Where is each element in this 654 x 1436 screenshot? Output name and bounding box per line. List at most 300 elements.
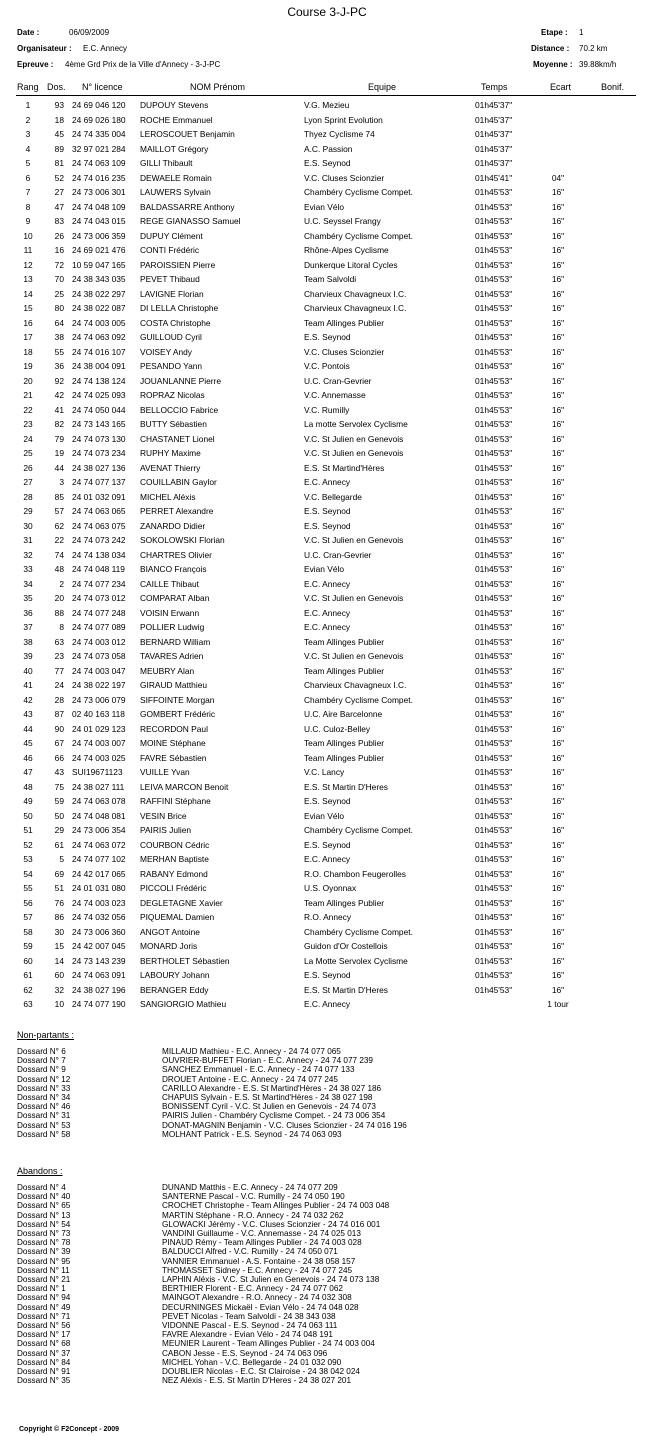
dossard-label: Dossard N° 37	[17, 1348, 71, 1358]
cell-rang: 20	[23, 375, 33, 386]
cell-ecart: 16"	[551, 694, 565, 705]
cell-ecart: 16"	[551, 520, 565, 531]
dossard-label: Dossard N° 34	[17, 1093, 71, 1102]
cell-dos: 62	[54, 520, 64, 531]
cell-rang: 48	[23, 781, 33, 792]
cell-lic: 24 38 022 297	[72, 288, 126, 299]
cell-nom: PEVET Thibaud	[140, 274, 200, 284]
list-item	[0, 1330, 654, 1339]
cell-eq: Team Allinges Publier	[304, 665, 385, 676]
cell-ecart: 16"	[551, 897, 565, 908]
cell-ecart: 16"	[551, 941, 565, 951]
cell-lic: 24 38 027 136	[72, 462, 126, 473]
cell-eq: Chambéry Cyclisme Compet.	[304, 926, 413, 937]
rider-details: DONAT-MAGNIN Benjamin - V.C. Cluses Scionzier - 24 74 016 196	[162, 1120, 407, 1130]
dossard-label: Dossard N° 6	[17, 1047, 66, 1056]
list-item	[0, 1102, 654, 1111]
cell-eq: Guidon d'Or Costellois	[304, 941, 388, 951]
cell-eq: Team Allinges Publier	[304, 752, 385, 763]
table-row	[0, 274, 654, 289]
cell-eq: Team Allinges Publier	[304, 636, 385, 647]
cell-dos: 90	[54, 723, 64, 734]
cell-rang: 10	[23, 230, 33, 241]
cell-tps: 01h45'53"	[475, 477, 513, 487]
cell-eq: Chambéry Cyclisme Compet.	[304, 187, 413, 197]
cell-tps: 01h45'53"	[475, 607, 513, 618]
cell-nom: POLLIER Ludwig	[140, 622, 205, 632]
cell-rang: 61	[23, 970, 33, 980]
table-row	[0, 724, 654, 739]
cell-rang: 41	[23, 680, 33, 690]
cell-lic: 24 74 077 102	[72, 854, 126, 864]
table-row	[0, 173, 654, 188]
dossard-label: Dossard N° 11	[17, 1265, 70, 1275]
cell-eq: Thyez Cyclisme 74	[304, 129, 375, 139]
cell-ecart: 16"	[551, 216, 565, 226]
cell-lic: 24 73 006 079	[72, 694, 126, 705]
table-row	[0, 999, 654, 1014]
cell-eq: V.C. St Julien en Genevois	[304, 433, 404, 444]
table-row	[0, 463, 654, 478]
cell-nom: VUILLE Yvan	[140, 767, 190, 777]
cell-rang: 51	[23, 825, 33, 835]
cell-dos: 66	[54, 752, 64, 763]
cell-nom: SIFFOINTE Morgan	[140, 694, 215, 705]
table-row	[0, 912, 654, 927]
rider-details: DROUET Antoine - E.C. Annecy - 24 74 077 245	[162, 1074, 338, 1084]
list-item	[0, 1065, 654, 1074]
cell-lic: 24 73 006 301	[72, 187, 126, 197]
rider-details: MAINGOT Alexandre - R.O. Annecy - 24 74 032 308	[162, 1293, 352, 1303]
cell-tps: 01h45'53"	[475, 201, 513, 212]
rider-details: MILLAUD Mathieu - E.C. Annecy - 24 74 077 065	[162, 1047, 341, 1056]
cell-lic: 24 74 063 078	[72, 796, 126, 806]
cell-nom: RABANY Edmond	[140, 868, 208, 879]
rider-details: VANNIER Emmanuel - A.S. Fontaine - 24 38 058 157	[162, 1256, 356, 1266]
cell-lic: 24 74 073 130	[72, 433, 126, 444]
cell-rang: 50	[23, 810, 33, 821]
cell-eq: La Motte Servolex Cyclisme	[304, 955, 408, 966]
cell-rang: 8	[25, 201, 31, 212]
moyenne-label: Moyenne :	[533, 60, 573, 69]
rider-details: BERTHIER Florent - E.C. Annecy - 24 74 077 062	[162, 1284, 343, 1294]
cell-dos: 48	[54, 564, 64, 574]
dossard-label: Dossard N° 68	[17, 1339, 71, 1349]
cell-eq: E.S. St Martin D'Heres	[304, 781, 388, 792]
cell-tps: 01h45'53"	[475, 332, 513, 342]
rider-details: THOMASSET Sidney - E.C. Annecy - 24 74 077 245	[162, 1265, 353, 1275]
cell-lic: 24 74 077 190	[72, 999, 126, 1009]
cell-ecart: 16"	[551, 303, 565, 313]
cell-lic: 10 59 047 165	[72, 259, 126, 270]
rider-details: LAPHIN Aléxis - V.C. St Julien en Genevois - 24 74 073 138	[162, 1275, 380, 1284]
cell-rang: 11	[23, 245, 33, 255]
cell-rang: 38	[23, 636, 33, 647]
cell-lic: 24 01 031 080	[72, 883, 126, 893]
cell-ecart: 04"	[551, 172, 565, 183]
cell-rang: 49	[23, 796, 33, 806]
cell-rang: 25	[23, 448, 33, 458]
cell-dos: 41	[54, 404, 64, 415]
cell-rang: 57	[23, 912, 33, 922]
cell-tps: 01h45'53"	[475, 317, 513, 328]
cell-rang: 7	[25, 187, 31, 197]
cell-rang: 33	[23, 564, 33, 574]
list-item	[0, 1339, 654, 1348]
cell-tps: 01h45'53"	[475, 781, 513, 792]
cell-tps: 01h45'53"	[475, 520, 513, 531]
list-item	[0, 1312, 654, 1321]
cell-rang: 60	[23, 955, 33, 966]
cell-tps: 01h45'53"	[475, 694, 513, 705]
table-row	[0, 593, 654, 608]
cell-lic: 24 74 016 235	[72, 172, 126, 183]
cell-eq: V.C. St Julien en Genevois	[304, 651, 404, 661]
cell-nom: LAVIGNE Florian	[140, 288, 204, 299]
table-row	[0, 245, 654, 260]
cell-rang: 13	[23, 274, 33, 284]
cell-eq: Team Salvoldi	[304, 274, 357, 284]
cell-rang: 12	[23, 259, 33, 270]
cell-nom: PIQUEMAL Damien	[140, 912, 215, 922]
cell-lic: 24 74 063 109	[72, 158, 126, 168]
cell-rang: 2	[25, 114, 31, 125]
cell-lic: 24 74 077 248	[72, 607, 126, 618]
cell-dos: 8	[59, 622, 64, 632]
cell-rang: 14	[23, 288, 33, 299]
table-row	[0, 941, 654, 956]
page-title: Course 3-J-PC	[287, 5, 367, 19]
cell-lic: 24 74 077 089	[72, 622, 126, 632]
dossard-label: Dossard N° 54	[17, 1219, 71, 1229]
table-row	[0, 840, 654, 855]
epreuve-line	[17, 60, 221, 69]
cell-lic: 24 74 048 119	[72, 564, 125, 574]
cell-dos: 30	[54, 926, 64, 937]
cell-tps: 01h45'53"	[475, 752, 513, 763]
cell-tps: 01h45'53"	[475, 926, 513, 937]
dossard-label: Dossard N° 1	[17, 1284, 66, 1294]
rider-details: NEZ Aléxis - E.S. St Martin D'Heres - 24 38 027 201	[162, 1376, 352, 1386]
list-item	[0, 1075, 654, 1084]
cell-ecart: 16"	[551, 636, 565, 647]
cell-ecart: 16"	[551, 709, 565, 719]
cell-ecart: 16"	[551, 767, 565, 777]
dossard-label: Dossard N° 7	[17, 1056, 66, 1066]
cell-lic: 24 74 335 004	[72, 129, 126, 139]
cell-tps: 01h45'53"	[475, 738, 513, 748]
cell-nom: BERNARD William	[140, 636, 211, 647]
cell-rang: 59	[23, 941, 33, 951]
cell-nom: MONARD Joris	[140, 941, 198, 951]
table-row	[0, 289, 654, 304]
cell-nom: CHARTRES Olivier	[140, 549, 212, 560]
col-header-temps: Temps	[481, 82, 508, 92]
cell-lic: 24 42 017 065	[72, 868, 126, 879]
cell-nom: COUILLABIN Gaylor	[140, 477, 217, 487]
cell-tps: 01h45'53"	[475, 245, 513, 255]
cell-lic: 24 74 003 012	[72, 636, 126, 647]
cell-tps: 01h45'53"	[475, 709, 513, 719]
cell-lic: 24 01 032 091	[72, 491, 126, 502]
cell-nom: PAIRIS Julien	[140, 825, 192, 835]
rider-details: OUVRIER-BUFFET Florian - E.C. Annecy - 24 74 077 239	[162, 1056, 373, 1066]
cell-dos: 76	[54, 897, 64, 908]
cell-tps: 01h45'53"	[475, 796, 513, 806]
cell-rang: 26	[23, 462, 33, 473]
cell-rang: 52	[23, 839, 33, 850]
rider-details: MOLHANT Patrick - E.S. Seynod - 24 74 063 093	[162, 1129, 342, 1139]
cell-lic: 24 74 073 242	[72, 535, 126, 545]
cell-nom: DUPUY Clément	[140, 230, 203, 241]
cell-nom: BIANCO François	[140, 564, 207, 574]
cell-dos: 2	[59, 578, 64, 589]
cell-tps: 01h45'53"	[475, 346, 513, 357]
cell-dos: 67	[54, 738, 64, 748]
cell-ecart: 16"	[551, 477, 565, 487]
cell-ecart: 16"	[551, 825, 565, 835]
list-item	[0, 1183, 654, 1192]
cell-nom: MEUBRY Alan	[140, 665, 195, 676]
col-header-ecart: Ecart	[550, 82, 572, 92]
cell-ecart: 16"	[551, 187, 565, 197]
table-row	[0, 695, 654, 710]
dossard-label: Dossard N° 17	[17, 1330, 71, 1340]
cell-nom: RAFFINI Stéphane	[140, 796, 211, 806]
list-item	[0, 1238, 654, 1247]
cell-eq: Chambéry Cyclisme Compet.	[304, 825, 413, 835]
cell-nom: BALDASSARRE Anthony	[140, 201, 235, 212]
cell-rang: 19	[23, 361, 33, 371]
cell-nom: COURBON Cédric	[140, 839, 210, 850]
distance-value: 70.2 km	[579, 44, 608, 53]
cell-rang: 9	[25, 216, 31, 226]
cell-eq: E.S. Seynod	[304, 839, 351, 850]
cell-lic: 24 73 143 239	[72, 955, 126, 966]
list-item	[0, 1121, 654, 1130]
cell-nom: MICHEL Aléxis	[140, 491, 196, 502]
cell-eq: E.C. Annecy	[304, 622, 351, 632]
table-row	[0, 448, 654, 463]
cell-lic: 24 73 006 360	[72, 926, 126, 937]
cell-rang: 53	[23, 854, 33, 864]
cell-ecart: 16"	[551, 810, 565, 821]
table-row	[0, 376, 654, 391]
distance-line	[531, 44, 608, 53]
cell-lic: 24 74 003 023	[72, 897, 126, 908]
cell-dos: 14	[54, 955, 64, 966]
dossard-label: Dossard N° 21	[17, 1275, 71, 1284]
rider-details: PINAUD Rémy - Team Allinges Publier - 24 74 003 028	[162, 1238, 362, 1248]
table-row	[0, 883, 654, 898]
cell-dos: 82	[54, 419, 64, 429]
cell-eq: V.C. St Julien en Genevois	[304, 593, 404, 603]
cell-rang: 16	[23, 317, 33, 328]
list-item	[0, 1247, 654, 1256]
cell-tps: 01h45'53"	[475, 912, 513, 922]
cell-eq: Chambéry Cyclisme Compet.	[304, 694, 413, 705]
cell-rang: 36	[23, 607, 33, 618]
dossard-label: Dossard N° 40	[17, 1192, 71, 1202]
cell-nom: DEWAELE Romain	[140, 172, 212, 183]
cell-rang: 6	[25, 172, 31, 183]
cell-nom: BELLOCCIO Fabrice	[140, 404, 219, 415]
cell-tps: 01h45'53"	[475, 288, 513, 299]
table-row	[0, 187, 654, 202]
list-item	[0, 1211, 654, 1220]
table-row	[0, 579, 654, 594]
cell-tps: 01h45'53"	[475, 361, 513, 371]
cell-eq: U.C. Seyssel Frangy	[304, 216, 381, 226]
cell-lic: 24 69 021 476	[72, 245, 126, 255]
cell-tps: 01h45'53"	[475, 433, 513, 444]
cell-lic: 24 74 077 137	[72, 477, 126, 487]
table-row	[0, 216, 654, 231]
cell-lic: 24 74 077 234	[72, 578, 126, 589]
cell-tps: 01h45'53"	[475, 636, 513, 647]
cell-eq: R.O. Chambon Feugerolles	[304, 868, 406, 879]
dossard-label: Dossard N° 4	[17, 1183, 66, 1192]
cell-rang: 23	[23, 419, 33, 429]
cell-lic: 24 74 003 047	[72, 665, 126, 676]
cell-rang: 42	[23, 694, 33, 705]
moyenne-value: 39.88km/h	[579, 60, 617, 69]
cell-eq: V.C. St Julien en Genevois	[304, 448, 404, 458]
cell-ecart: 16"	[551, 375, 565, 386]
cell-lic: 24 74 003 025	[72, 752, 126, 763]
cell-rang: 5	[25, 158, 31, 168]
cell-tps: 01h45'53"	[475, 375, 513, 386]
cell-dos: 86	[54, 912, 64, 922]
cell-eq: Team Allinges Publier	[304, 738, 385, 748]
cell-nom: PICCOLI Frédéric	[140, 883, 207, 893]
cell-dos: 23	[54, 651, 64, 661]
cell-dos: 50	[54, 810, 64, 821]
cell-tps: 01h45'53"	[475, 854, 513, 864]
cell-eq: V.C. Pontois	[304, 361, 350, 371]
dossard-label: Dossard N° 39	[17, 1247, 71, 1257]
cell-nom: SANGIORGIO Mathieu	[140, 999, 227, 1009]
cell-nom: GOMBERT Frédéric	[140, 709, 216, 719]
cell-tps: 01h45'53"	[475, 404, 513, 415]
cell-tps: 01h45'53"	[475, 767, 513, 777]
table-row	[0, 869, 654, 884]
cell-eq: Charvieux Chavagneux I.C.	[304, 303, 407, 313]
dossard-label: Dossard N° 91	[17, 1367, 71, 1376]
cell-nom: COSTA Christophe	[140, 317, 211, 328]
table-row	[0, 753, 654, 768]
cell-dos: 25	[54, 288, 64, 299]
cell-eq: V.G. Mezieu	[304, 100, 350, 110]
cell-nom: PERRET Alexandre	[140, 506, 214, 516]
cell-nom: CAILLE Thibaut	[140, 578, 199, 589]
table-row	[0, 796, 654, 811]
cell-nom: GIRAUD Matthieu	[140, 680, 208, 690]
cell-tps: 01h45'37"	[475, 158, 513, 168]
cell-lic: 24 74 048 109	[72, 201, 126, 212]
cell-ecart: 16"	[551, 854, 565, 864]
cell-rang: 55	[23, 883, 33, 893]
list-item	[0, 1275, 654, 1284]
cell-tps: 01h45'53"	[475, 680, 513, 690]
cell-tps: 01h45'53"	[475, 578, 513, 589]
cell-dos: 70	[54, 274, 64, 284]
cell-dos: 10	[54, 999, 64, 1009]
cell-dos: 15	[54, 941, 64, 951]
list-item	[0, 1284, 654, 1293]
cell-lic: 24 74 063 092	[72, 332, 126, 342]
table-row	[0, 361, 654, 376]
cell-rang: 22	[23, 404, 33, 415]
epreuve-value: 4ème Grd Prix de la Ville d'Annecy - 3-J-PC	[65, 60, 221, 69]
cell-lic: SUI19671123	[72, 767, 123, 777]
list-item	[0, 1229, 654, 1238]
cell-nom: LEIVA MARCON Benoit	[140, 781, 229, 792]
cell-ecart: 16"	[551, 738, 565, 748]
rider-details: CABON Jesse - E.S. Seynod - 24 74 063 096	[162, 1348, 328, 1358]
cell-dos: 29	[54, 825, 64, 835]
cell-tps: 01h45'37"	[475, 114, 513, 125]
cell-nom: GILLI Thibault	[140, 158, 193, 168]
cell-dos: 60	[54, 970, 64, 980]
cell-lic: 24 74 003 007	[72, 738, 126, 748]
cell-ecart: 16"	[551, 535, 565, 545]
cell-tps: 01h45'53"	[475, 491, 513, 502]
cell-dos: 77	[54, 665, 64, 676]
cell-dos: 93	[54, 100, 64, 110]
cell-lic: 24 74 138 034	[72, 549, 126, 560]
list-item	[0, 1047, 654, 1056]
cell-lic: 24 74 003 005	[72, 317, 126, 328]
table-row	[0, 666, 654, 681]
cell-dos: 57	[54, 506, 64, 516]
cell-ecart: 16"	[551, 361, 565, 371]
table-row	[0, 637, 654, 652]
list-item	[0, 1130, 654, 1139]
cell-nom: SOKOLOWSKI Florian	[140, 535, 225, 545]
col-header-bonif: Bonif.	[601, 82, 625, 92]
cell-eq: Chambéry Cyclisme Compet.	[304, 230, 413, 241]
dossard-label: Dossard N° 95	[17, 1256, 71, 1266]
cell-rang: 32	[23, 549, 33, 560]
col-header-equipe: Equipe	[368, 82, 397, 92]
rider-details: CROCHET Christophe - Team Allinges Publier - 24 74 003 048	[162, 1201, 390, 1211]
cell-tps: 01h45'53"	[475, 230, 513, 241]
list-item	[0, 1376, 654, 1385]
list-item	[0, 1201, 654, 1210]
cell-lic: 24 74 138 124	[72, 375, 126, 386]
table-row	[0, 854, 654, 869]
cell-ecart: 16"	[551, 752, 565, 763]
cell-nom: VESIN Brice	[140, 810, 187, 821]
cell-dos: 61	[54, 839, 64, 850]
cell-dos: 45	[54, 129, 64, 139]
cell-eq: E.S. Seynod	[304, 332, 351, 342]
cell-nom: FAVRE Sébastien	[140, 752, 207, 763]
cell-dos: 42	[54, 390, 64, 400]
cell-ecart: 16"	[551, 796, 565, 806]
cell-nom: MOINE Stéphane	[140, 738, 206, 748]
cell-tps: 01h45'37"	[475, 100, 513, 110]
cell-ecart: 16"	[551, 839, 565, 850]
dossard-label: Dossard N° 12	[17, 1074, 71, 1084]
cell-nom: BERANGER Eddy	[140, 984, 209, 995]
cell-ecart: 16"	[551, 448, 565, 458]
list-item	[0, 1349, 654, 1358]
cell-rang: 21	[23, 390, 33, 400]
cell-tps: 01h45'53"	[475, 448, 513, 458]
cell-tps: 01h45'53"	[475, 549, 513, 560]
